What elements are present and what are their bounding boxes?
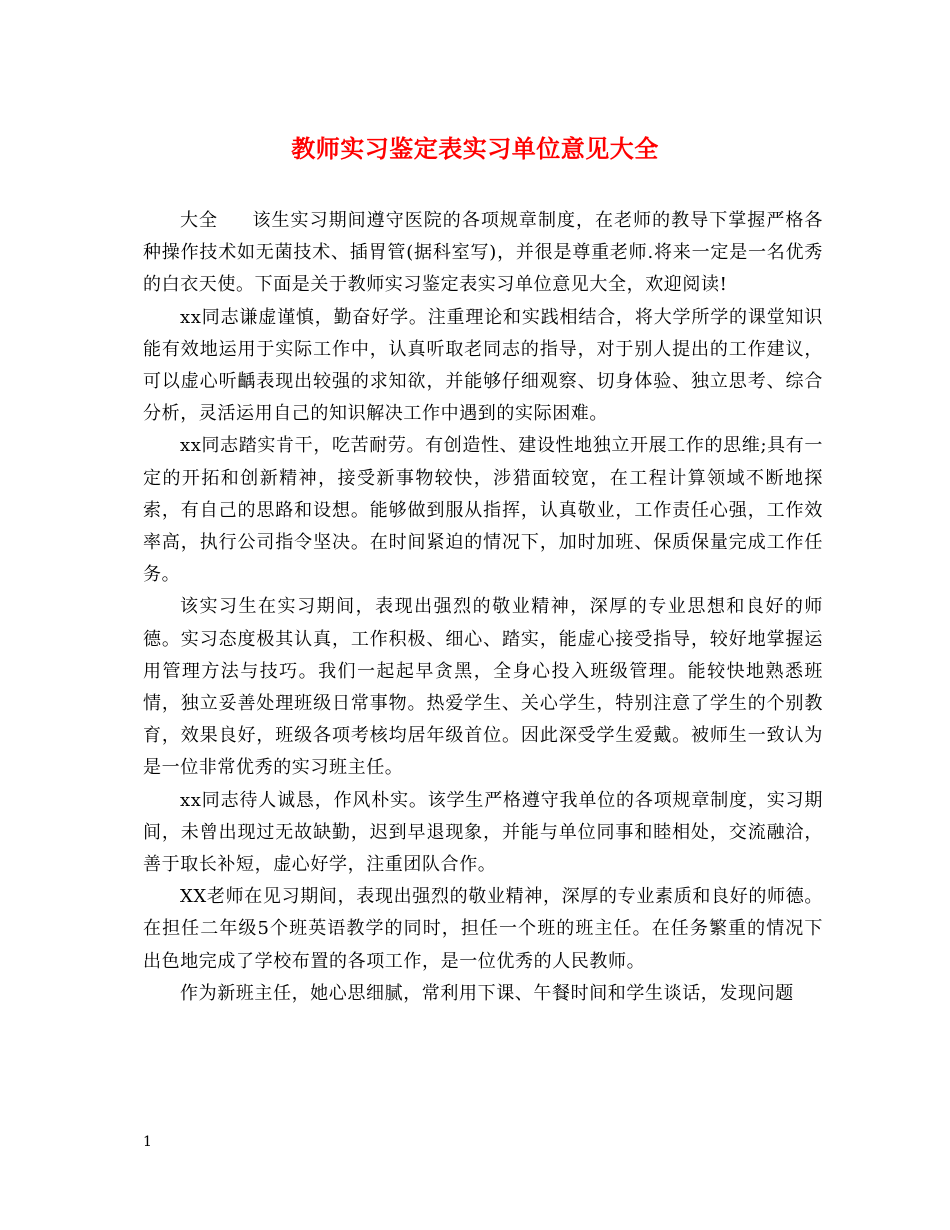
paragraph-6: 作为新班主任，她心思细腻，常利用下课、午餐时间和学生谈话，发现问题 xyxy=(180,982,794,1004)
intro-text: 该生实习期间遵守医院的各项规章制度，在老师的教导下掌握严格各种操作技术如无菌技术、插胃管(据科室写)，并很是尊重老师.将来一定是一名优秀的白衣天使。下面是关于教师实习鉴定表实习单位意见大全，欢迎阅读! xyxy=(143,210,823,296)
page-number: 1 xyxy=(143,1134,152,1150)
intro-lead: 大全 xyxy=(180,210,219,231)
paragraph-5: XX老师在见习期间，表现出强烈的敬业精神，深厚的专业素质和良好的师德。在担任二年级5个班英语教学的同时，担任一个班的班主任。在任务繁重的情况下出色地完成了学校布置的各项工作，是一位优秀的人民教师。 xyxy=(143,886,823,972)
paragraph-4: xx同志待人诚恳，作风朴实。该学生严格遵守我单位的各项规章制度，实习期间，未曾出现过无故缺勤，迟到早退现象，并能与单位同事和睦相处，交流融洽，善于取长补短，虚心好学，注重团队合作。 xyxy=(143,789,823,876)
document-body xyxy=(143,205,823,1010)
document-title: 教师实习鉴定表实习单位意见大全 xyxy=(291,135,659,163)
paragraph-1: xx同志谦虚谨慎，勤奋好学。注重理论和实践相结合，将大学所学的课堂知识能有效地运用于实际工作中，认真听取老同志的指导，对于别人提出的工作建议，可以虚心听齲表现出较强的求知欲，并能够仔细观察、切身体验、独立思考、综合分析，灵活运用自己的知识解决工作中遇到的实际困难。 xyxy=(143,306,823,425)
paragraph-2: xx同志踏实肯干，吃苦耐劳。有创造性、建设性地独立开展工作的思维;具有一定的开拓和创新精神，接受新事物较快，涉猎面较宽，在工程计算领域不断地探索，有自己的思路和设想。能够做到服从指挥，认真敬业，工作责任心强，工作效率高，执行公司指令坚决。在时间紧迫的情况下，加时加班、保质保量完成工作任务。 xyxy=(143,435,823,586)
paragraph-3: 该实习生在实习期间，表现出强烈的敬业精神，深厚的专业思想和良好的师德。实习态度极其认真，工作积极、细心、踏实，能虚心接受指导，较好地掌握运用管理方法与技巧。我们一起起早贪黑，全身心投入班级管理。能较快地熟悉班情，独立妥善处理班级日常事物。热爱学生、关心学生，特别注意了学生的个别教育，效果良好，班级各项考核均居年级首位。因此深受学生爱戴。被师生一致认为是一位非常优秀的实习班主任。 xyxy=(143,596,823,779)
intro-paragraph xyxy=(143,205,823,302)
